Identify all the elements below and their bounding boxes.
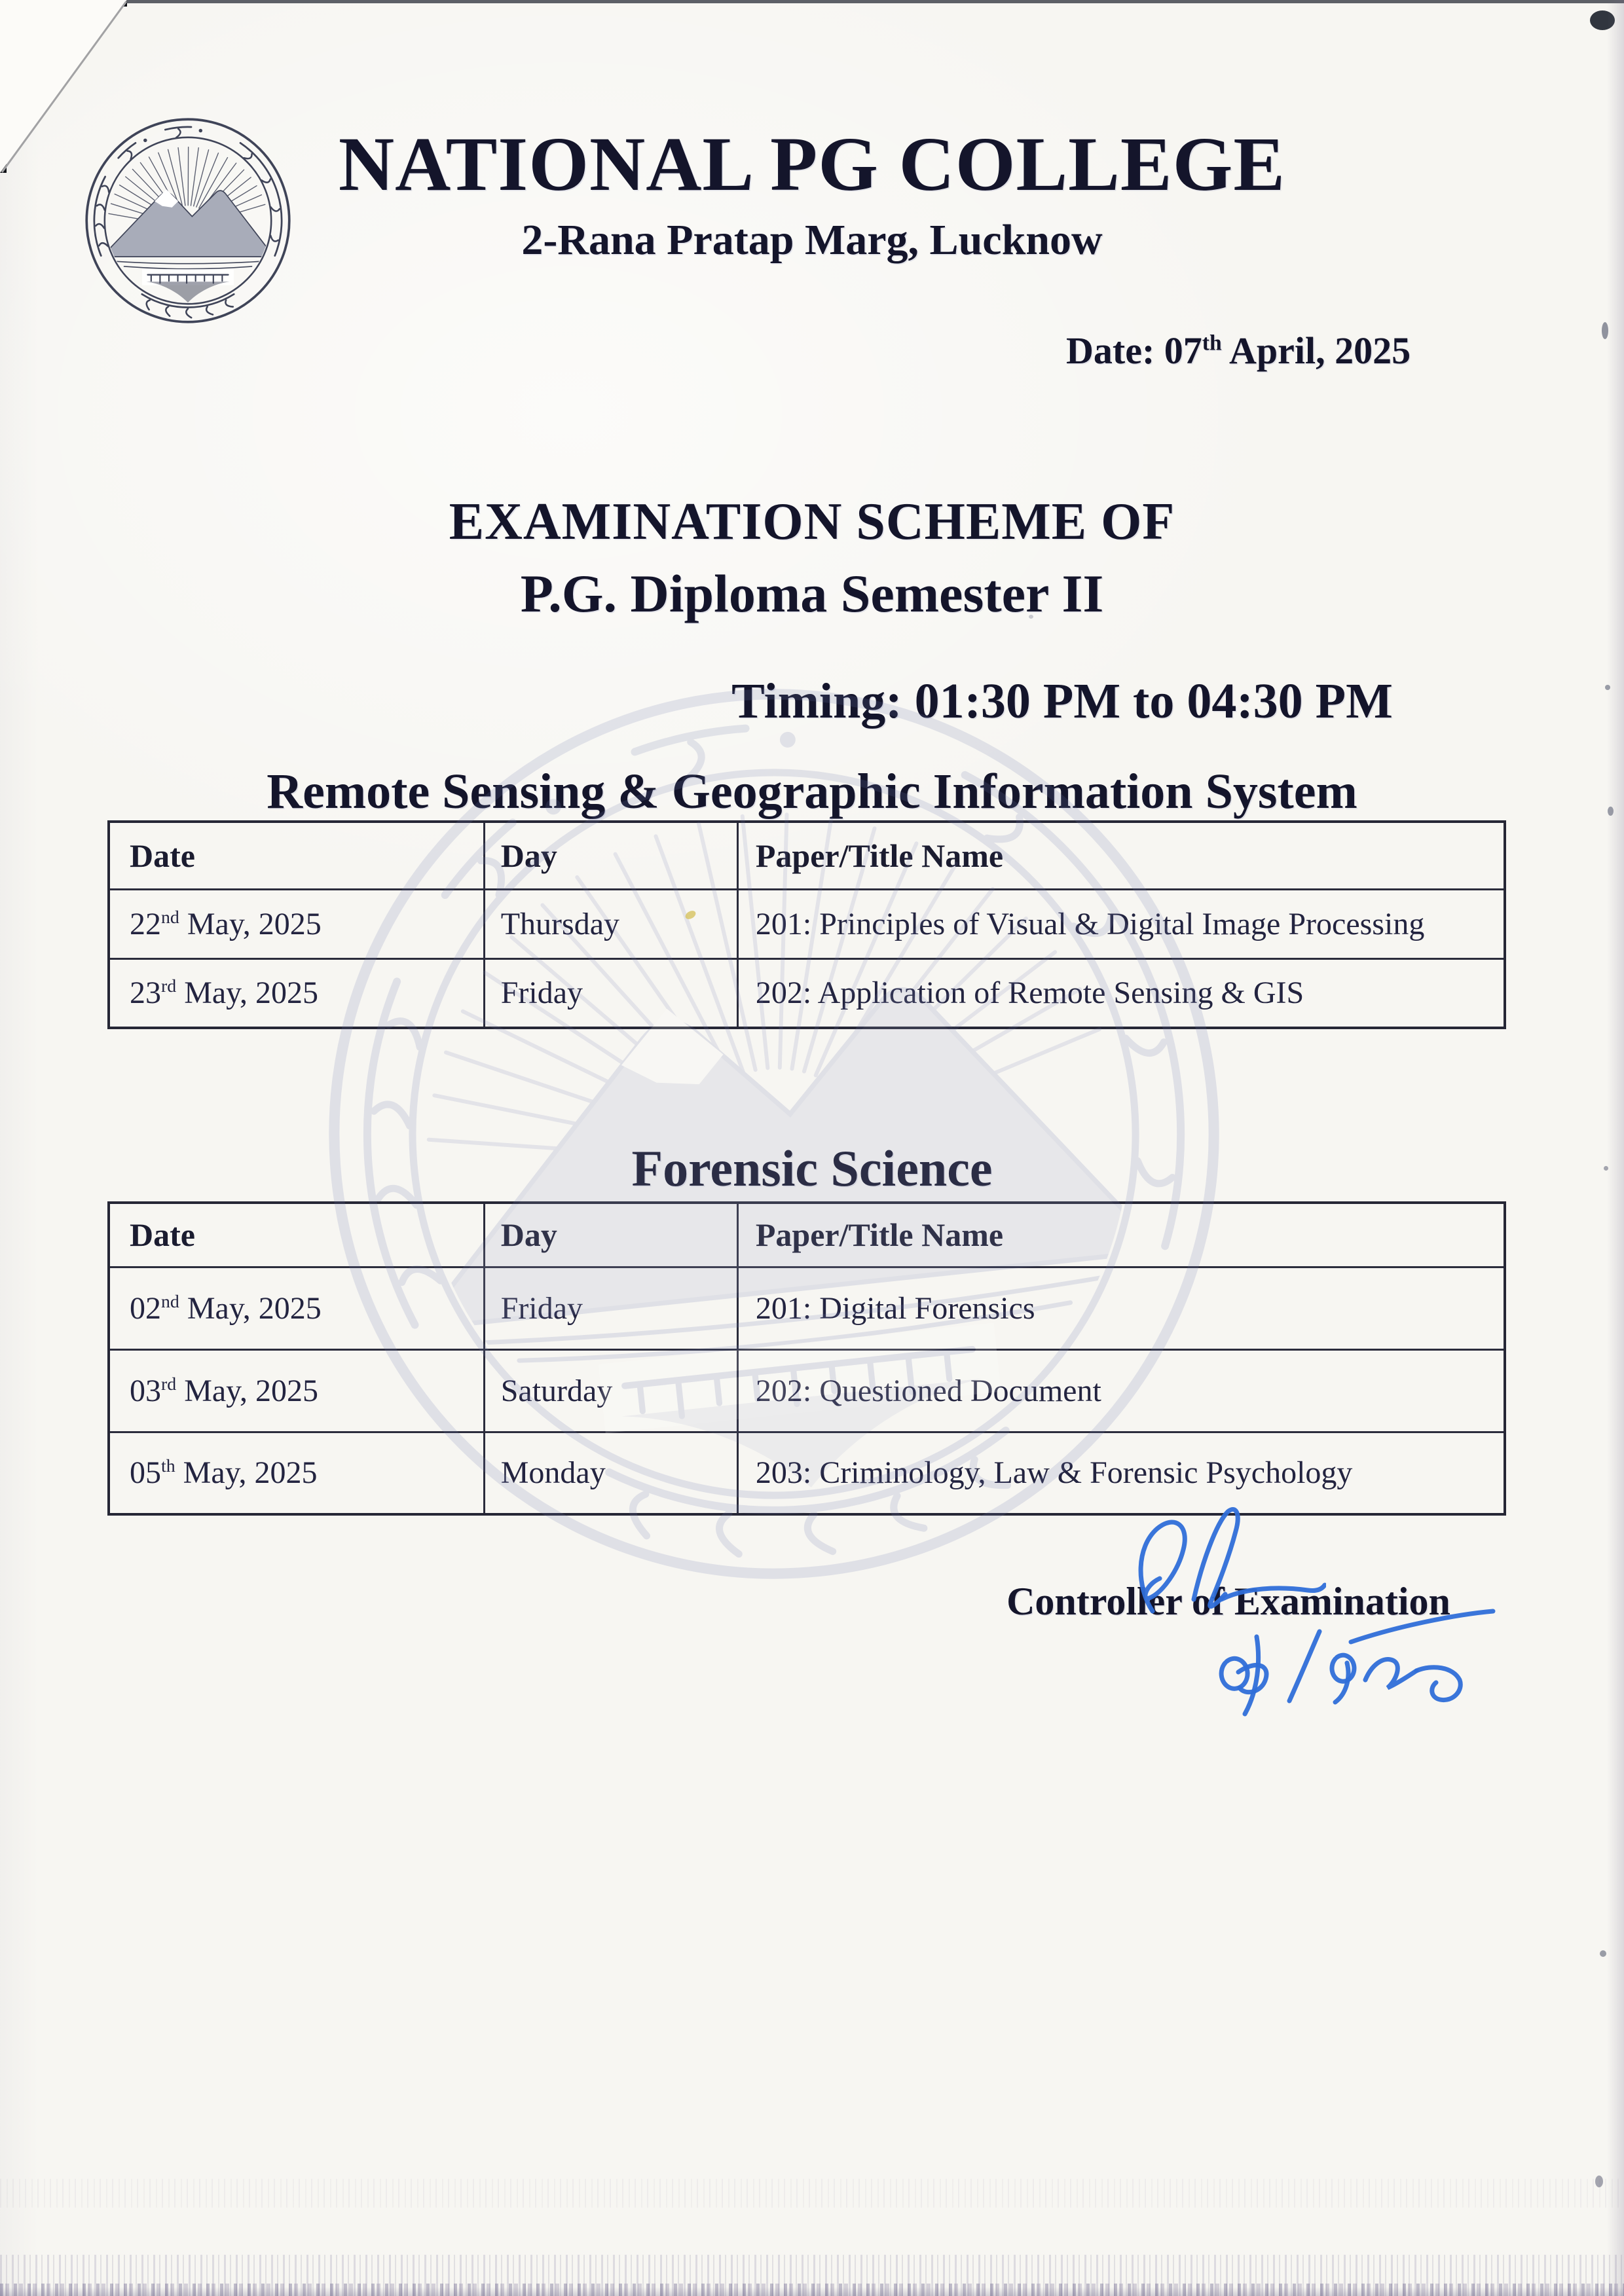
cell-date (109, 1432, 484, 1514)
column-header-day: Day (484, 822, 737, 889)
date-number: 23 (130, 975, 161, 1011)
date-ordinal: rd (161, 1374, 177, 1394)
date-number: 03 (130, 1373, 161, 1408)
doc-title-line1: EXAMINATION SCHEME OF (449, 493, 1175, 551)
cell-day: Friday (484, 958, 737, 1028)
date-ordinal: nd (161, 1291, 179, 1312)
table-header-row (109, 1203, 1505, 1267)
table-header-row (109, 822, 1505, 889)
column-header-date: Date (109, 1203, 484, 1267)
exam-table-rsgis (107, 820, 1506, 1029)
date-rest: May, 2025 (176, 975, 319, 1011)
cell-paper: 202: Application of Remote Sensing & GIS (737, 958, 1505, 1028)
column-header-paper: Paper/Title Name (737, 1203, 1505, 1267)
scan-top-edge-line (0, 0, 1624, 3)
date-ordinal: nd (161, 907, 179, 928)
exam-table-forensic (107, 1201, 1506, 1516)
cell-paper: 203: Criminology, Law & Forensic Psychology (737, 1432, 1505, 1514)
college-name: NATIONAL PG COLLEGE (338, 121, 1286, 207)
scan-right-edge-shadow (1607, 0, 1624, 2296)
section-heading-rsgis: Remote Sensing & Geographic Information System (267, 764, 1357, 819)
cell-day: Friday (484, 1267, 737, 1349)
cell-paper: 201: Digital Forensics (737, 1267, 1505, 1349)
exam-timing: Timing: 01:30 PM to 04:30 PM (731, 674, 1393, 729)
issue-date-label: Date: (1066, 329, 1164, 372)
scan-speck (1595, 2176, 1603, 2187)
corner-fold-edge (0, 0, 131, 177)
column-header-paper: Paper/Title Name (737, 822, 1505, 889)
college-address: 2-Rana Pratap Marg, Lucknow (521, 216, 1103, 264)
issue-date-rest: April, 2025 (1221, 329, 1411, 372)
cell-date (109, 889, 484, 958)
issue-date-ordinal: th (1202, 331, 1222, 355)
handwritten-date-ink (1200, 1603, 1496, 1737)
date-number: 22 (130, 906, 161, 941)
signatory-title: Controller of Examination (1006, 1580, 1450, 1623)
scan-speck (1029, 615, 1033, 619)
column-header-day: Day (484, 1203, 737, 1267)
cell-paper: 201: Principles of Visual & Digital Image Processing (737, 889, 1505, 958)
date-ordinal: rd (161, 976, 177, 997)
cell-date (109, 958, 484, 1028)
scan-noise-band (0, 2179, 1624, 2208)
issue-date (1066, 329, 1485, 373)
date-number: 02 (130, 1290, 161, 1326)
scan-bottom-edge-shadow (0, 2287, 1624, 2296)
date-rest: May, 2025 (179, 906, 322, 941)
table-row (109, 889, 1505, 958)
cell-date (109, 1349, 484, 1432)
section-heading-forensic: Forensic Science (631, 1140, 993, 1197)
issue-date-day: 07 (1164, 329, 1202, 372)
table-row (109, 1349, 1505, 1432)
date-ordinal: th (161, 1456, 175, 1477)
date-rest: May, 2025 (179, 1290, 322, 1326)
column-header-date: Date (109, 822, 484, 889)
doc-title-line2: P.G. Diploma Semester II (520, 564, 1104, 623)
date-rest: May, 2025 (175, 1455, 318, 1491)
scan-speck (1600, 1950, 1606, 1957)
table-row (109, 958, 1505, 1028)
cell-paper: 202: Questioned Document (737, 1349, 1505, 1432)
cell-day: Monday (484, 1432, 737, 1514)
cell-day: Saturday (484, 1349, 737, 1432)
table-row (109, 1267, 1505, 1349)
cell-date (109, 1267, 484, 1349)
cell-day: Thursday (484, 889, 737, 958)
date-rest: May, 2025 (176, 1373, 319, 1408)
date-number: 05 (130, 1455, 161, 1491)
